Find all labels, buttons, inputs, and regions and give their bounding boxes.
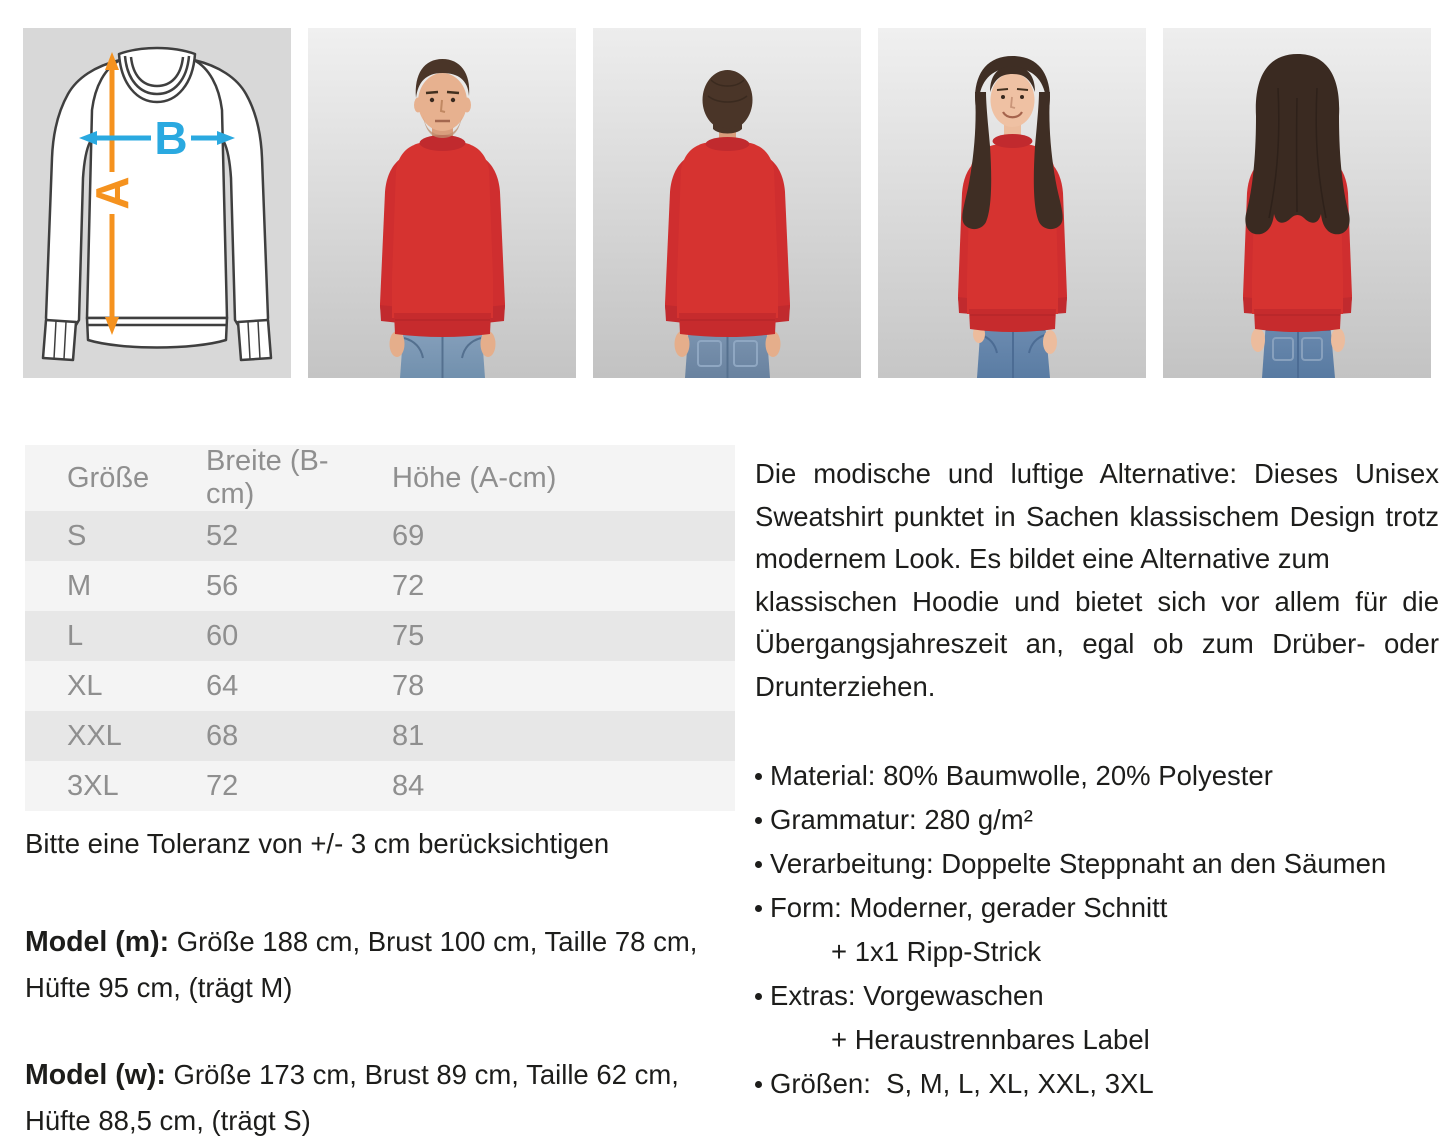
table-row-xl: XL 64 78	[25, 661, 735, 711]
col-header-hoehe: Höhe (A-cm)	[392, 461, 557, 494]
table-row-m: M 56 72	[25, 561, 735, 611]
photo-female-back	[1163, 28, 1431, 378]
feature-form-ripp-strick: + 1x1 Ripp-Strick	[831, 936, 1042, 967]
feature-verarbeitung: Verarbeitung: Doppelte Steppnaht an den Säumen	[755, 842, 1439, 886]
sweatshirt-back	[665, 141, 790, 337]
feature-material: Material: 80% Baumwolle, 20% Polyester	[755, 754, 1439, 798]
sweatshirt-outline	[43, 48, 271, 360]
table-row-xxl: XXL 68 81	[25, 711, 735, 761]
feature-list	[755, 754, 1439, 1106]
col-header-breite: Breite (B-cm)	[206, 445, 329, 510]
col-header-groesse: Größe	[67, 461, 150, 494]
model-w-label: Model (w):	[25, 1059, 166, 1091]
male-model-back-photo	[593, 28, 861, 378]
feature-grammatur: Grammatur: 280 g/m²	[755, 798, 1439, 842]
female-head-back	[1245, 54, 1349, 234]
photo-male-front	[308, 28, 576, 378]
description-paragraph-1: Die modische und luftige Alternative: Dieses Unisex Sweatshirt punktet in Sachen klassischem Design trotz modernem Look. Es bildet eine Alternative zum	[755, 458, 1439, 574]
male-model-front-photo	[308, 28, 576, 378]
product-description-column	[755, 445, 1439, 1143]
size-table	[25, 445, 735, 811]
tolerance-note: Bitte eine Toleranz von +/- 3 cm berücksichtigen	[25, 828, 610, 859]
description-paragraph-2: klassischen Hoodie und bietet sich vor allem für die Übergangsjahreszeit an, egal ob zum Drüber- oder Drunterziehen.	[755, 585, 1439, 702]
product-description	[755, 453, 1439, 708]
feature-extras: Extras: Vorgewaschen	[755, 974, 1439, 1018]
female-model-front-photo	[878, 28, 1146, 378]
size-diagram-panel	[23, 28, 291, 378]
table-row-s: S 52 69	[25, 511, 735, 561]
table-row-l: L 60 75	[25, 611, 735, 661]
size-chart-column	[25, 445, 735, 1143]
product-image-strip	[0, 0, 1445, 378]
feature-extras-label: + Heraustrennbares Label	[831, 1024, 1150, 1055]
product-details	[0, 445, 1445, 1143]
model-w-measurements	[25, 1052, 730, 1143]
dimension-label-b: B	[154, 112, 188, 164]
feature-groessen: Größen: S, M, L, XL, XXL, 3XL	[755, 1062, 1439, 1106]
model-m-label: Model (m):	[25, 926, 170, 958]
sweatshirt-measurement-diagram	[23, 28, 291, 378]
model-w-text: Größe 173 cm, Brust 89 cm, Taille 62 cm, Hüfte 88,5 cm, (trägt S)	[25, 1059, 679, 1136]
feature-form: Form: Moderner, gerader Schnitt	[755, 886, 1439, 930]
table-row-3xl: 3XL 72 84	[25, 761, 735, 811]
size-table-header-row	[25, 445, 735, 511]
photo-female-front	[878, 28, 1146, 378]
photo-male-back	[593, 28, 861, 378]
dimension-label-a: A	[86, 176, 138, 210]
model-m-measurements	[25, 919, 730, 1010]
sweatshirt-front	[380, 141, 505, 337]
female-model-back-photo	[1163, 28, 1431, 378]
model-m-text: Größe 188 cm, Brust 100 cm, Taille 78 cm, Hüfte 95 cm, (trägt M)	[25, 926, 698, 1003]
